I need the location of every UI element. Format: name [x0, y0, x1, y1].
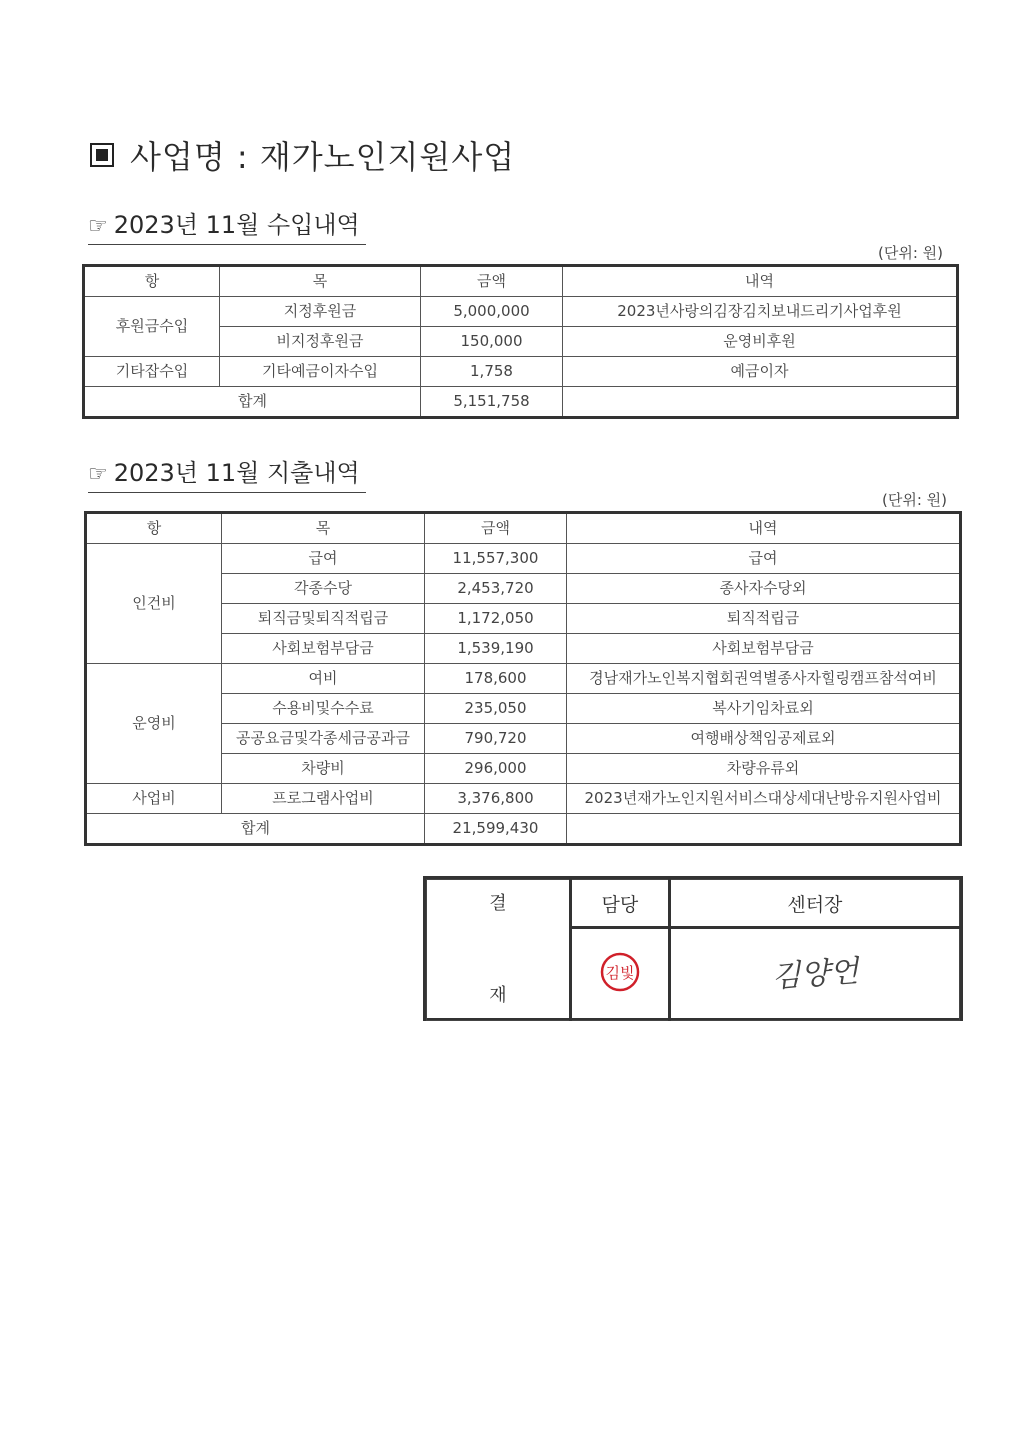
desc-cell: 2023년재가노인지원서비스대상세대난방유지원사업비 [567, 784, 961, 814]
approval-col-director: 센터장 [669, 880, 959, 928]
title-text: 사업명 : 재가노인지원사업 [130, 138, 516, 176]
item-cell: 수용비및수수료 [222, 694, 425, 724]
desc-cell: 여행배상책임공제료외 [567, 724, 961, 754]
amount-cell: 235,050 [425, 694, 567, 724]
item-cell: 프로그램사업비 [222, 784, 425, 814]
seal-stamp-icon [598, 950, 642, 994]
expense-table [84, 511, 962, 846]
item-cell: 퇴직금및퇴직적립금 [222, 604, 425, 634]
document-title [90, 132, 515, 178]
desc-cell: 급여 [567, 544, 961, 574]
desc-cell: 종사자수당외 [567, 574, 961, 604]
desc-cell: 예금이자 [563, 357, 958, 387]
total-label: 합계 [86, 814, 425, 845]
desc-cell: 퇴직적립금 [567, 604, 961, 634]
total-amount: 5,151,758 [421, 387, 563, 418]
table-row [86, 544, 961, 574]
amount-cell: 1,758 [421, 357, 563, 387]
amount-cell: 1,172,050 [425, 604, 567, 634]
item-cell: 각종수당 [222, 574, 425, 604]
header-cell: 목 [220, 266, 421, 297]
header-cell: 항 [86, 513, 222, 544]
total-row [84, 387, 958, 418]
amount-cell: 3,376,800 [425, 784, 567, 814]
income-table [82, 264, 959, 419]
staff-seal-cell [571, 928, 670, 1021]
table-row [84, 357, 958, 387]
desc-cell: 경남재가노인복지협회권역별종사자힐링캠프참석여비 [567, 664, 961, 694]
item-cell: 여비 [222, 664, 425, 694]
item-cell: 사회보험부담금 [222, 634, 425, 664]
header-cell: 금액 [421, 266, 563, 297]
handwritten-signature [745, 942, 885, 1002]
amount-cell: 790,720 [425, 724, 567, 754]
item-cell: 차량비 [222, 754, 425, 784]
header-cell: 내역 [567, 513, 961, 544]
pointing-hand-icon: ☞ [88, 214, 108, 239]
amount-cell: 178,600 [425, 664, 567, 694]
total-desc-cell [563, 387, 958, 418]
group-cell: 운영비 [86, 664, 222, 784]
total-label: 합계 [84, 387, 421, 418]
svg-text:김양언: 김양언 [770, 954, 860, 995]
amount-cell: 1,539,190 [425, 634, 567, 664]
desc-cell: 복사기임차료외 [567, 694, 961, 724]
header-cell: 금액 [425, 513, 567, 544]
income-unit-label: (단위: 원) [878, 244, 943, 262]
desc-cell: 차량유류외 [567, 754, 961, 784]
square-bullet-icon [90, 143, 114, 167]
group-cell: 사업비 [86, 784, 222, 814]
pointing-hand-icon: ☞ [88, 462, 108, 487]
desc-cell: 사회보험부담금 [567, 634, 961, 664]
group-cell: 인건비 [86, 544, 222, 664]
expense-unit-label: (단위: 원) [882, 491, 947, 509]
group-cell: 후원금수입 [84, 297, 220, 357]
expense-heading: ☞ 2023년 11월 지출내역 [88, 453, 366, 493]
table-header-row [84, 266, 958, 297]
approval-label: 결 재 [427, 880, 571, 1021]
table-header-row [86, 513, 961, 544]
amount-cell: 150,000 [421, 327, 563, 357]
group-cell: 기타잡수입 [84, 357, 220, 387]
item-cell: 급여 [222, 544, 425, 574]
table-row [86, 664, 961, 694]
item-cell: 기타예금이자수입 [220, 357, 421, 387]
desc-cell: 2023년사랑의김장김치보내드리기사업후원 [563, 297, 958, 327]
table-row [86, 784, 961, 814]
header-cell: 목 [222, 513, 425, 544]
director-signature-cell [669, 928, 959, 1021]
item-cell: 공공요금및각종세금공과금 [222, 724, 425, 754]
income-heading: ☞ 2023년 11월 수입내역 [88, 205, 366, 245]
header-cell: 항 [84, 266, 220, 297]
header-cell: 내역 [563, 266, 958, 297]
approval-col-staff: 담당 [571, 880, 670, 928]
desc-cell: 운영비후원 [563, 327, 958, 357]
item-cell: 비지정후원금 [220, 327, 421, 357]
amount-cell: 11,557,300 [425, 544, 567, 574]
approval-box [423, 876, 963, 1021]
svg-text:김빛: 김빛 [605, 964, 635, 982]
table-row [84, 297, 958, 327]
item-cell: 지정후원금 [220, 297, 421, 327]
total-amount: 21,599,430 [425, 814, 567, 845]
amount-cell: 5,000,000 [421, 297, 563, 327]
total-desc-cell [567, 814, 961, 845]
total-row [86, 814, 961, 845]
amount-cell: 2,453,720 [425, 574, 567, 604]
amount-cell: 296,000 [425, 754, 567, 784]
